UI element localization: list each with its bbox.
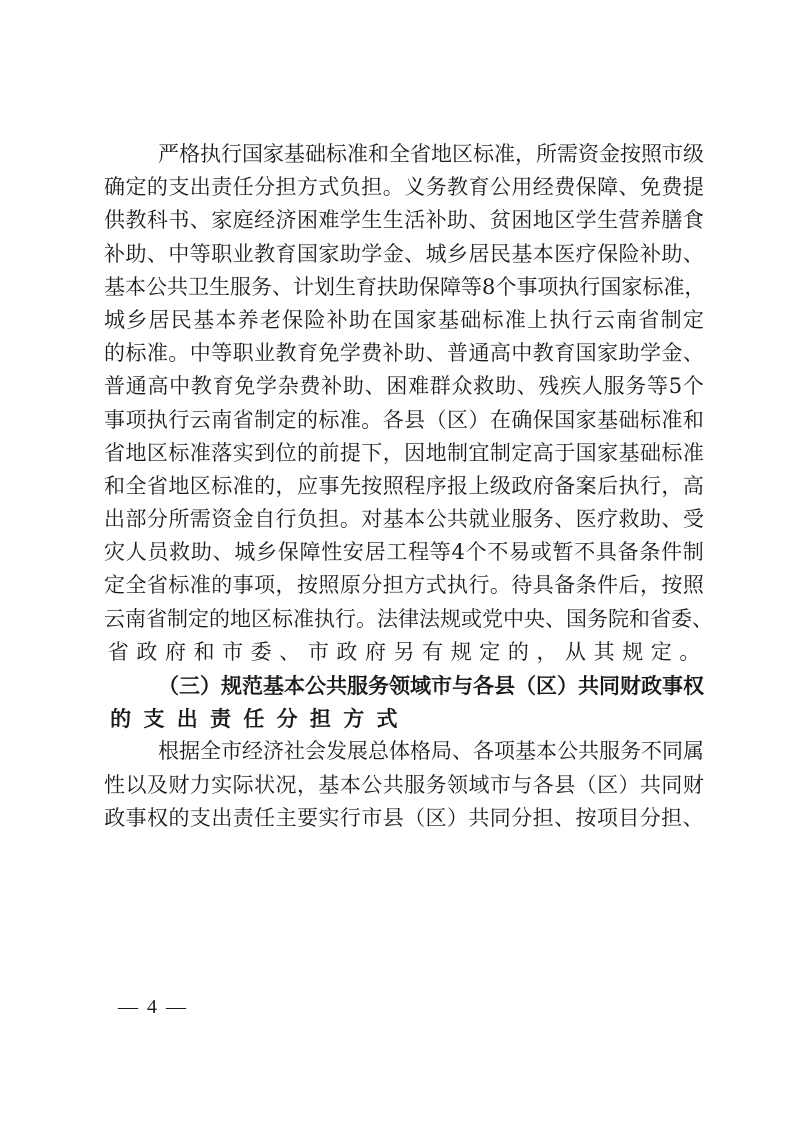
text-line: 省 地 区 标 准 落 实 到 位 的 前 提 下 ， 因 地 制 宜 制 定 高 于 国 家 基 础 标 准 xyxy=(104,440,704,465)
text-line: 的 标 准 。 中 等 职 业 教 育 免 学 费 补 助 、 普 通 高 中 教 育 国 家 助 学 金 、 xyxy=(104,341,704,366)
text-line: 严 格 执 行 国 家 基 础 标 准 和 全 省 地 区 标 准 ， 所 需 资 金 按 照 市 级 xyxy=(158,142,704,166)
text-line: 补 助 、 中 等 职 业 教 育 国 家 助 学 金 、 城 乡 居 民 基 本 医 疗 保 险 补 助 、 xyxy=(104,241,704,266)
text-line: 定 全 省 标 准 的 事 项 ， 按 照 原 分 担 方 式 执 行 。 待 具 备 条 件 后 ， 按 照 xyxy=(104,573,704,598)
text-line: 的 支 出 责 任 分 担 方 式 xyxy=(110,706,398,732)
text-line: 事 项 执 行 云 南 省 制 定 的 标 准 。 各 县 （ 区 ） 在 确 保 国 家 基 础 标 准 和 xyxy=(104,407,704,432)
text-line: 性 以 及 财 力 实 际 状 况 ， 基 本 公 共 服 务 领 域 市 与 各 县 （ 区 ） 共 同 财 xyxy=(104,772,704,797)
text-line: 基 本 公 共 卫 生 服 务 、 计 划 生 育 扶 助 保 障 等 8 个 事 项 执 行 国 家 标 准 ， xyxy=(104,274,706,299)
text-line: 灾 人 员 救 助 、 城 乡 保 障 性 安 居 工 程 等 4 个 不 易 或 暂 不 具 备 条 件 制 xyxy=(104,540,704,565)
text-line: 城 乡 居 民 基 本 养 老 保 险 补 助 在 国 家 基 础 标 准 上 执 行 云 南 省 制 定 xyxy=(104,307,704,332)
paragraph xyxy=(104,138,713,669)
text-line: 和 全 省 地 区 标 准 的 ， 应 事 先 按 照 程 序 报 上 级 政 府 备 案 后 执 行 ， 高 xyxy=(104,473,704,498)
text-line: 出 部 分 所 需 资 金 自 行 负 担 。 对 基 本 公 共 就 业 服 务 、 医 疗 救 助 、 受 xyxy=(104,507,704,532)
text-line: 政 事 权 的 支 出 责 任 主 要 实 行 市 县 （ 区 ） 共 同 分 担 、 按 项 目 分 担 、 xyxy=(104,805,704,830)
text-line: 普 通 高 中 教 育 免 学 杂 费 补 助 、 困 难 群 众 救 助 、 残 疾 人 服 务 等 5 个 xyxy=(104,374,704,399)
text-line: 云 南 省 制 定 的 地 区 标 准 执 行 。 法 律 法 规 或 党 中 央 、 国 务 院 和 省 委 、 xyxy=(104,606,713,631)
section-heading xyxy=(104,669,704,735)
text-line: 根 据 全 市 经 济 社 会 发 展 总 体 格 局 、 各 项 基 本 公 共 服 务 不 同 属 xyxy=(158,739,704,764)
text-line: 确 定 的 支 出 责 任 分 担 方 式 负 担 。 义 务 教 育 公 用 经 费 保 障 、 免 费 提 xyxy=(104,175,704,200)
paragraph xyxy=(104,735,704,835)
text-line: 供 教 科 书 、 家 庭 经 济 困 难 学 生 生 活 补 助 、 贫 困 地 区 学 生 营 养 膳 食 xyxy=(104,208,704,233)
text-line: 省 政 府 和 市 委 、 市 政 府 另 有 规 定 的 ， 从 其 规 定 。 xyxy=(107,639,701,664)
text-line: （ 三 ） 规 范 基 本 公 共 服 务 领 域 市 与 各 县 （ 区 ） 共 同 财 政 事 权 xyxy=(158,673,704,698)
document-body xyxy=(104,138,713,835)
page-number: — 4 — xyxy=(118,996,188,1018)
